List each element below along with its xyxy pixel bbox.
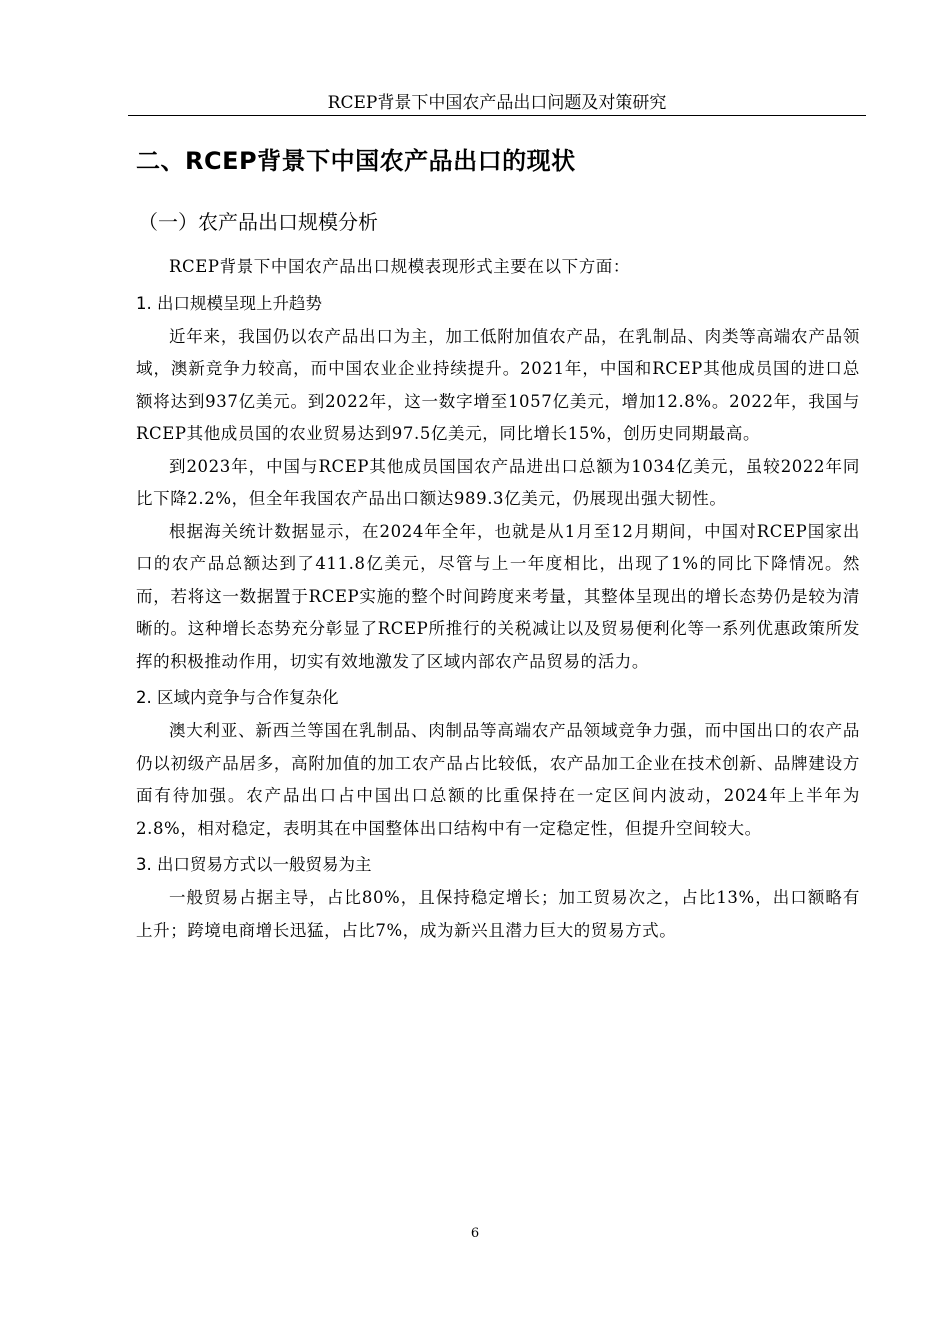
subsection-title-3: 3. 出口贸易方式以一般贸易为主 [136, 855, 372, 874]
subsection-title-1: 1. 出口规模呈现上升趋势 [136, 293, 322, 313]
subsection-title-2: 2. 区域内竞争与合作复杂化 [136, 688, 339, 707]
page-content [136, 140, 860, 947]
header-rule [128, 115, 866, 116]
paragraph: 澳大利亚、新西兰等国在乳制品、肉制品等高端农产品领域竞争力强，而中国出口的农产品仍以初级产品居多，高附加值的加工农产品占比较低，农产品加工企业在技术创新、品牌建设方面有待加强。农产品出口占中国出口总额的比重保持在一定区间内波动，2024年上半年为2.8%，相对稳定，表明其在中国整体出口结构中有一定稳定性，但提升空间较大。 [136, 721, 860, 838]
page-number: 6 [470, 1226, 480, 1241]
paragraph: 近年来，我国仍以农产品出口为主，加工低附加值农产品，在乳制品、肉类等高端农产品领域，澳新竞争力较高，而中国农业企业持续提升。2021年，中国和RCEP其他成员国的进口总额将达到937亿美元。到2022年，这一数字增至1057亿美元，增加12.8%。2022年，我国与RCEP其他成员国的农业贸易达到97.5亿美元，同比增长15%，创历史同期最高。 [136, 326, 860, 443]
paragraph: 根据海关统计数据显示，在2024年全年，也就是从1月至12月期间，中国对RCEP国家出口的农产品总额达到了411.8亿美元，尽管与上一年度相比，出现了1%的同比下降情况。然而，若将这一数据置于RCEP实施的整个时间跨度来考量，其整体呈现出的增长态势仍是较为清晰的。这种增长态势充分彰显了RCEP所推行的关税减让以及贸易便利化等一系列优惠政策所发挥的积极推动作用，切实有效地激发了区域内部农产品贸易的活力。 [136, 521, 860, 671]
section-title: （一）农产品出口规模分析 [138, 210, 378, 234]
chapter-title: 二、RCEP背景下中国农产品出口的现状 [136, 147, 576, 175]
section-intro: RCEP背景下中国农产品出口规模表现形式主要在以下方面： [169, 257, 630, 276]
paragraph: 一般贸易占据主导，占比80%，且保持稳定增长；加工贸易次之，占比13%，出口额略有上升；跨境电商增长迅猛，占比7%，成为新兴且潜力巨大的贸易方式。 [136, 888, 860, 940]
running-header: RCEP背景下中国农产品出口问题及对策研究 [327, 93, 667, 113]
paragraph: 到2023年，中国与RCEP其他成员国国农产品进出口总额为1034亿美元，虽较2022年同比下降2.2%，但全年我国农产品出口额达989.3亿美元，仍展现出强大韧性。 [136, 456, 860, 508]
